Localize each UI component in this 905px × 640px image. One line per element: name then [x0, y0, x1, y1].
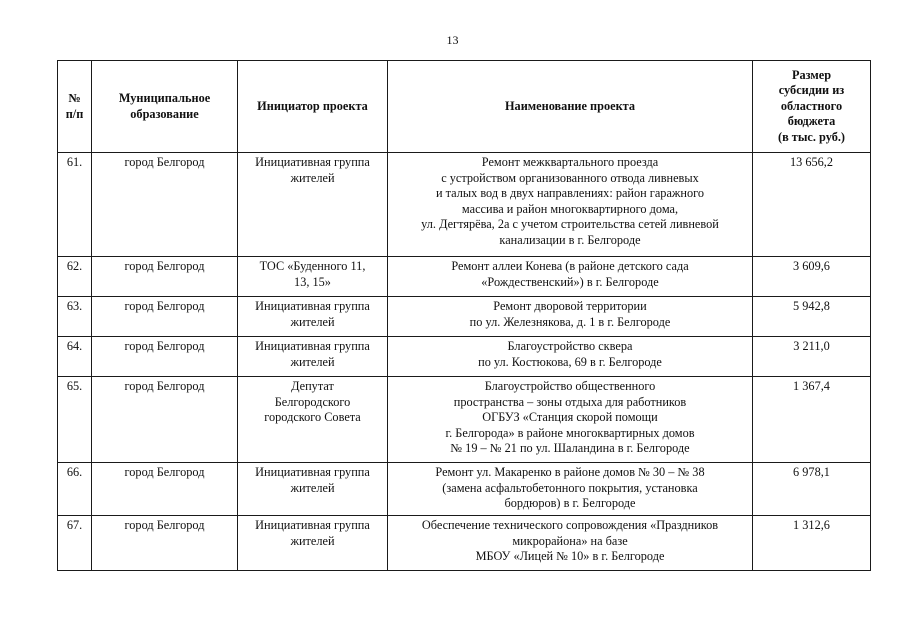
row-initiator: Депутат Белгородского городского Совета	[238, 377, 388, 463]
row-project-name: Ремонт ул. Макаренко в районе домов № 30 – № 38 (замена асфальтобетонного покрытия, установка бордюров) в г. Белгороде	[388, 463, 753, 516]
row-number: 66.	[58, 463, 92, 516]
table-row	[58, 516, 871, 571]
row-municipality: город Белгород	[92, 377, 238, 463]
header-number: № п/п	[58, 61, 92, 153]
table-row	[58, 257, 871, 297]
row-municipality: город Белгород	[92, 153, 238, 257]
row-project-name: Благоустройство сквера по ул. Костюкова, 69 в г. Белгороде	[388, 337, 753, 377]
row-number: 62.	[58, 257, 92, 297]
row-subsidy: 1 312,6	[753, 516, 871, 571]
row-municipality: город Белгород	[92, 257, 238, 297]
table-row	[58, 297, 871, 337]
row-project-name: Ремонт аллеи Конева (в районе детского сада «Рождественский») в г. Белгороде	[388, 257, 753, 297]
row-subsidy: 5 942,8	[753, 297, 871, 337]
table-header-row	[58, 61, 871, 153]
row-number: 63.	[58, 297, 92, 337]
header-subsidy: Размер субсидии из областного бюджета (в тыс. руб.)	[753, 61, 871, 153]
row-project-name: Ремонт межквартального проезда с устройством организованного отвода ливневых и талых вод в двух направлениях: район гаражного массива и район многоквартирного дома, ул. Дегтярёва, 2а с учетом строительства сетей ливневой канализации в г. Белгороде	[388, 153, 753, 257]
row-initiator: Инициативная группа жителей	[238, 337, 388, 377]
row-initiator: ТОС «Буденного 11, 13, 15»	[238, 257, 388, 297]
row-subsidy: 3 211,0	[753, 337, 871, 377]
row-subsidy: 13 656,2	[753, 153, 871, 257]
row-project-name: Обеспечение технического сопровождения «Праздников микрорайона» на базе МБОУ «Лицей № 10» в г. Белгороде	[388, 516, 753, 571]
row-number: 61.	[58, 153, 92, 257]
table-row	[58, 377, 871, 463]
row-initiator: Инициативная группа жителей	[238, 463, 388, 516]
subsidy-table	[57, 60, 871, 571]
page-number: 13	[446, 33, 459, 47]
row-initiator: Инициативная группа жителей	[238, 297, 388, 337]
table-row	[58, 337, 871, 377]
header-initiator: Инициатор проекта	[238, 61, 388, 153]
row-initiator: Инициативная группа жителей	[238, 153, 388, 257]
table-row	[58, 153, 871, 257]
row-subsidy: 6 978,1	[753, 463, 871, 516]
row-number: 65.	[58, 377, 92, 463]
row-subsidy: 3 609,6	[753, 257, 871, 297]
row-municipality: город Белгород	[92, 463, 238, 516]
row-number: 64.	[58, 337, 92, 377]
row-municipality: город Белгород	[92, 337, 238, 377]
header-project-name: Наименование проекта	[388, 61, 753, 153]
row-initiator: Инициативная группа жителей	[238, 516, 388, 571]
header-municipality: Муниципальное образование	[92, 61, 238, 153]
row-municipality: город Белгород	[92, 516, 238, 571]
row-municipality: город Белгород	[92, 297, 238, 337]
row-project-name: Благоустройство общественного пространства – зоны отдыха для работников ОГБУЗ «Станция скорой помощи г. Белгорода» в районе многоквартирных домов № 19 – № 21 по ул. Шаландина в г. Белгороде	[388, 377, 753, 463]
row-project-name: Ремонт дворовой территории по ул. Железнякова, д. 1 в г. Белгороде	[388, 297, 753, 337]
row-subsidy: 1 367,4	[753, 377, 871, 463]
row-number: 67.	[58, 516, 92, 571]
table-row	[58, 463, 871, 516]
